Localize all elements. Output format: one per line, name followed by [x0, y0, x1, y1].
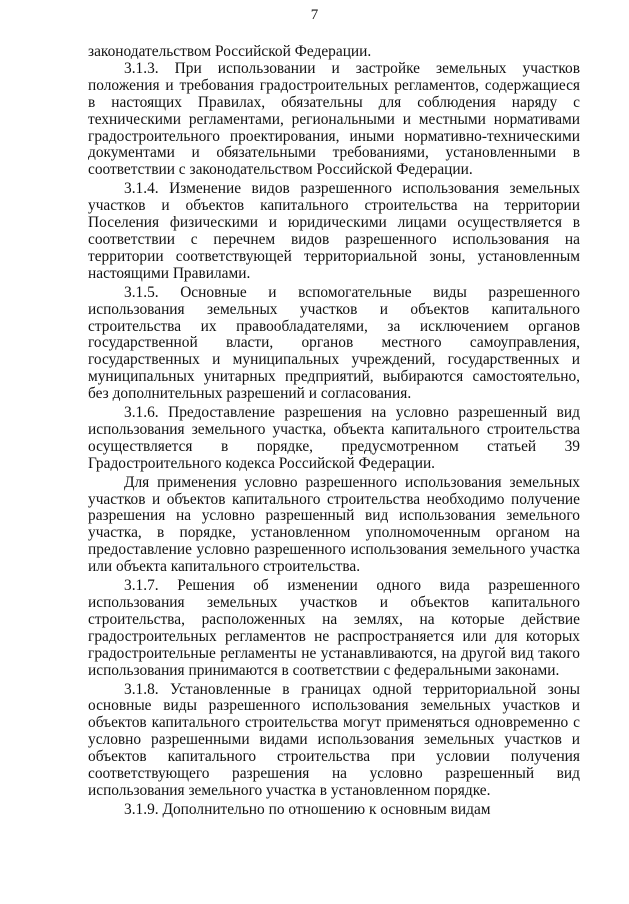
paragraph-3-1-6: 3.1.6. Предоставление разрешения на условно разрешенный вид использования земельного участка, объекта капитального строительства осуществляется в порядке, предусмотренном статьей 39 Градостроительного кодекса Российской Федерации. — [88, 404, 580, 472]
paragraph-3-1-9: 3.1.9. Дополнительно по отношению к основным видам — [124, 800, 491, 818]
paragraph-3-1-5: 3.1.5. Основные и вспомогательные виды разрешенного использования земельных участков и объектов капитального строительства их правообладателями, за исключением органов государственной власти, органов местного самоуправления, государственных и муниципальных учреждений, государственных и муниципальных унитарных предприятий, выбираются самостоятельно, без дополнительных разрешений и согласования. — [88, 283, 580, 403]
paragraph-3-1-4: 3.1.4. Изменение видов разрешенного использования земельных участков и объектов капитального строительства на территории Поселения физическими и юридическими лицами осуществляется в соответствии с перечнем видов разрешенного использования на территории соответствующей территориальной зоны, установленным настоящими Правилами. — [88, 180, 580, 282]
paragraph-3-1-8: 3.1.8. Установленные в границах одной территориальной зоны основные виды разрешенного использования земельных участков и объектов капитального строительства могут применяться одновременно с условно разрешенными видами использования земельных участков и объектов капитального строительства при условии получения соответствующего разрешения на условно разрешенный вид использования земельного участка в установленном порядке. — [88, 680, 580, 799]
paragraph-conditional-use: Для применения условно разрешенного использования земельных участков и объектов капитального строительства необходимо получение разрешения на условно разрешенный вид использования земельного участка, в порядке, установленном уполномоченным органом на предоставление условно разрешенного использования земельного участка или объекта капитального строительства. — [88, 473, 580, 576]
page-number: 7 — [310, 7, 319, 23]
paragraph-3-1-3: 3.1.3. При использовании и застройке земельных участков положения и требования градостроительных регламентов, содержащиеся в настоящих Правилах, обязательны для соблюдения наряду с техническими регламентами, региональными и местными нормативами градостроительного проектирования, иными нормативно-техническими документами и обязательными требованиями, установленными в соответствии с законодательством Российской Федерации. — [88, 59, 580, 179]
paragraph-3-1-7: 3.1.7. Решения об изменении одного вида разрешенного использования земельных участков и объектов капитального строительства, расположенных на землях, на которые действие градостроительных регламентов не распространяется или для которых градостроительные регламенты не устанавливаются, на другой вид такого использования принимаются в соответствии с федеральными законами. — [88, 577, 580, 679]
paragraph-continuation: законодательством Российской Федерации. — [88, 43, 372, 60]
document-body — [88, 44, 580, 819]
